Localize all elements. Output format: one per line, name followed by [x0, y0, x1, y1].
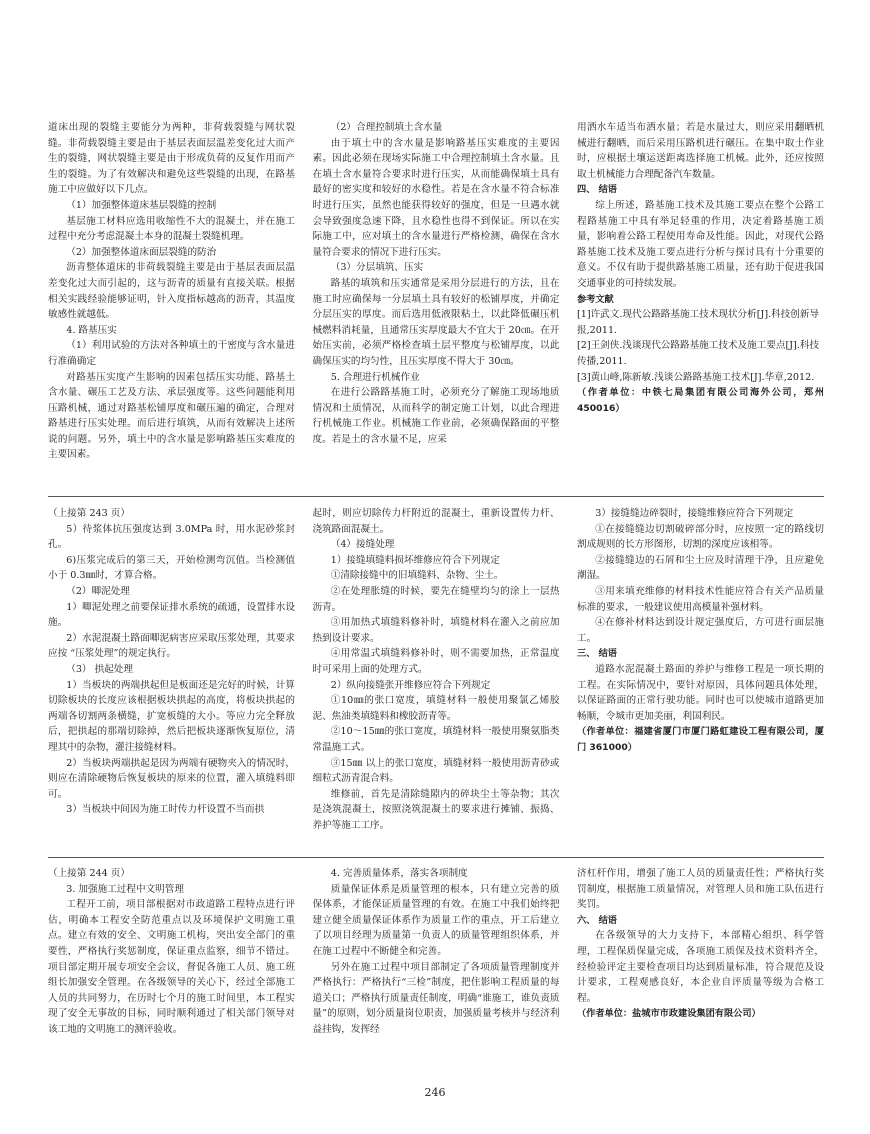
paragraph: ④在修补材料达到设计规定强度后，方可进行面层施工。: [577, 617, 824, 644]
paragraph: （上接第 244 页）: [48, 868, 130, 879]
paragraph: 在各级领导的大力支持下，本部精心组织、科学管理，工程保质保量完成，各项施工质保及技术资料齐全，经检验评定主要检查项目均达到质量标准，符合规范及设计要求，工程观感良好，本企业自评质量等级为合格工程。: [577, 930, 824, 1004]
bold-heading: 六、 结语: [577, 914, 617, 926]
bold-heading: 四、 结语: [577, 184, 617, 196]
paragraph: ①在接缝缝边切割破碎部分时，应按照一定的路线切割成规则的长方形图形，切割的深度应该相等。: [577, 523, 824, 551]
text-column: [577, 506, 824, 833]
paragraph: 2）纵向接缝张开维修应符合下列规定: [330, 679, 491, 691]
paragraph: ③15㎜ 以上的张口宽度，填缝材料一般使用沥青砂或细粒式沥青混合料。: [312, 757, 560, 785]
paragraph: 基层施工材料应选用收缩性不大的混凝土，并在施工过程中充分考虑混凝土本身的混凝土裂缝机理。: [48, 215, 295, 243]
text-column: [313, 506, 560, 833]
page-number: 246: [424, 1086, 446, 1099]
reference-entry: [3]黄山峰,陈新敏.浅谈公路路基施工技术[J].华章,2012.: [577, 371, 815, 383]
paragraph: 起时，则应切除传力杆附近的混凝土，重新设置传力杆、浇筑路面混凝土。: [312, 508, 560, 535]
paragraph: 3）接缝缝边碎裂时，接缝维修应符合下列规定: [595, 508, 794, 519]
paragraph: 1）接缝填缝料损坏维修应符合下列规定: [330, 554, 500, 566]
paragraph: 3）当板块中间因为施工时传力杆设置不当而拱: [66, 804, 265, 816]
paragraph: 质量保证体系是质量管理的根本，只有建立完善的质保体系，才能保证质量管理的有效。在施工中我们始终把建立健全质量保证体系作为质量工作的重点，开工后建立了以项目经理为质量第一负责人的质量管理组织体系，并在施工过程中不断健全和完善。: [312, 883, 560, 957]
paragraph: ③用加热式填缝料修补时，填缝材料在灌入之前应加热到设计要求。: [312, 617, 560, 644]
paragraph: 1）当板块的两端拱起但是板面还是完好的时候，计算切除板块的长度应该根据板块拱起的高度，将板块拱起的两端各切割两条横缝，扩宽板缝的大小。等应力完全释放后，把拱起的那端切除掉，然后把板块逐渐恢复原位，清理其中的杂物，灌注接缝材料。: [48, 679, 295, 753]
text-column: [48, 866, 295, 1038]
subheading: （2）合理控制填土含水量: [330, 122, 443, 133]
subheading: （3） 拱起处理: [66, 663, 133, 675]
paragraph: 沥青整体道床的非荷载裂缝主要是由于基层表面层温差变化过大而引起的，这与沥青的质量有直接关联。根据相关实践经验能够证明，针入度指标越高的沥青，其温度敏感性就越低。: [48, 262, 295, 321]
paragraph: （上接第 243 页）: [48, 508, 130, 519]
article-section-2: [48, 506, 824, 833]
paragraph: 1）唧泥处理之前要保证排水系统的疏通，设置排水设施。: [48, 601, 295, 629]
paragraph: 对路基压实度产生影响的因素包括压实功能、路基土含水量、碾压工艺及方法、承层强度等。这些问题能利用压路机械，通过对路基松铺厚度和碾压遍的确定，合理对路基进行压实处理。而后进行填筑，从而有效解决上述所说的问题。另外，填土中的含水量是影响路基压实难度的主要因素。: [48, 371, 295, 461]
paragraph: 6)压浆完成后的第三天，开始检测弯沉值。当检测值小于 0.3㎜时，才算合格。: [48, 554, 295, 582]
paragraph: 2）当板块两端拱起是因为两端有硬物夹入的情况时，则应在清除硬物后恢复板块的原来的位置，灌入填缝料即可。: [48, 757, 295, 800]
paragraph: 综上所述，路基施工技术及其施工要点在整个公路工程路基施工中具有举足轻重的作用，决定着路基施工质量，影响着公路工程使用寿命及性能。因此，对现代公路路基施工技术及施工要点进行分析与探讨具有十分重要的意义。不仅有助于提供路基施工质量，还有助于促进我国交通事业的可持续发展。: [577, 199, 824, 289]
paragraph: 道路水泥混凝土路面的养护与维修工程是一项长期的工程。在实际情况中，要针对原因，具体问题具体处理，以保证路面的正常行驶功能。同时也可以使城市道路更加畅顺，令城市更加美丽，利国利民。: [577, 663, 824, 722]
reference-entry: [1]许武文.现代公路路基施工技术现状分析[J].科技创新导报,2011.: [577, 309, 820, 336]
paragraph: 用洒水车适当布洒水量；若是水量过大，则应采用翻晒机械进行翻晒，而后采用压路机进行碾压。在集中取土作业时，应根据土壤运送距离选择施工机械。此外，还应按照取土机械能力合理配备汽车数量。: [577, 122, 824, 180]
paragraph: 另外在施工过程中项目部制定了各项质量管理制度并严格执行：严格执行“三检”制度，把住影响工程质量的每道关口；严格执行质量责任制度，明确“谁施工，谁负责质量”的原则，划分质量岗位职责，加强质量考核并与经济利益挂钩，发挥经: [312, 961, 560, 1035]
bold-heading: （作者单位：盐城市市政建设集团有限公司）: [577, 1008, 761, 1020]
text-column: [577, 866, 824, 1038]
bold-heading: （作者单位：福建省厦门市厦门路虹建设工程有限公司，厦门 361000）: [577, 726, 824, 753]
text-column: [48, 120, 295, 463]
paragraph: ④用常温式填缝料修补时，则不需要加热，正常温度时可采用上面的处理方式。: [312, 648, 560, 675]
reference-entry: [2]王剑侠.浅谈现代公路路基施工技术及施工要点[J].科技传播,2011.: [577, 340, 820, 367]
subheading: （1）加强整体道床基层裂缝的控制: [66, 199, 217, 211]
paragraph: ①清除接缝中的旧填缝料、杂物、尘土。: [330, 570, 504, 582]
subheading: （2）唧泥处理: [66, 585, 130, 597]
text-column: [577, 120, 824, 463]
paragraph: 济杠杆作用，增强了施工人员的质量责任性；严格执行奖罚制度，根据施工质量情况，对管理人员和施工队伍进行奖罚。: [577, 868, 824, 911]
section-divider: [48, 857, 824, 858]
text-column: [313, 866, 560, 1038]
text-column: [48, 506, 295, 833]
paragraph: 维修前，首先是清除缝隙内的碎块尘土等杂物；其次是浇筑混凝土，按照浇筑混凝土的要求进行摊铺、振捣、养护等施工工序。: [312, 788, 560, 831]
paragraph: 工程开工前，项目部根据对市政道路工程特点进行评估，明确本工程安全防范重点以及环境保护文明施工重点。建立有效的安全、文明施工机构，突出安全部门的重要性，严格执行奖惩制度，保证重点监察，细节不错过。项目部定期开展专项安全会议，督促各施工人员、施工班组长加强安全管理。在各级领导的关心下，经过全部施工人员的共同努力，在历时七个月的施工时间里，本工程实现了安全无事故的目标，同时顺利通过了相关部门领导对该工地的文明施工的测评验收。: [48, 899, 295, 1035]
paragraph: 由于填土中的含水量是影响路基压实难度的主要因素。因此必须在现场实际施工中合理控制填土含水量。且在填土含水量符合要求时进行压实，从而能确保填土具有最好的密实度和较好的水稳性。若是在含水量不符合标准时进行压实，虽然也能获得较好的强度，但是一旦遇水就会导致强度急速下降，且水稳性也得不到保证。所以在实际施工中，应对填土的含水量进行严格检测，确保在含水量符合要求的情况下进行压实。: [312, 137, 560, 258]
paragraph: ②10～15㎜的张口宽度，填缝材料一般使用聚氨脂类常温施工式。: [312, 726, 560, 753]
subheading: （2）加强整体道床面层裂缝的防治: [66, 246, 217, 258]
subheading: 5. 合理进行机械作业: [330, 371, 420, 383]
subheading: 4. 路基压实: [66, 324, 117, 336]
bold-heading: （作者单位：中铁七局集团有限公司海外公司，郑州 450016）: [577, 387, 824, 414]
paragraph: ①10㎜的张口宽度，填缝材料一般使用聚氯乙烯胶泥、焦油类填缝料和橡胶沥青等。: [312, 695, 560, 722]
article-section-1: [48, 120, 824, 463]
paragraph: ②在处理胀缝的时候，要先在缝壁均匀的涂上一层热沥青。: [312, 585, 560, 613]
subheading: 4. 完善质量体系，落实各项制度: [330, 868, 468, 879]
paragraph: 道床出现的裂缝主要能分为两种，非荷载裂缝与网状裂缝。非荷载裂缝主要是由于基层表面层温差变化过大而产生的裂缝，网状裂缝主要是由于形成负荷的反复作用而产生的裂缝。为了有效解决和避免这些裂缝的出现，在路基施工中应做好以下几点。: [48, 122, 295, 196]
text-column: [313, 120, 560, 463]
subheading: （4）接缝处理: [330, 539, 395, 551]
paragraph: 路基的填筑和压实通常是采用分层进行的方法，且在施工时应确保每一分层填土具有较好的松铺厚度，并确定分层压实的厚度。而后选用低液限粘土，以此降低碾压机械燃料消耗量，且通常压实厚度最大不宜大于 20㎝。在开始压实前，必须严格检查填土层平整度与松铺厚度，以此确保压实的均匀性，且压实厚度不得大于 30㎝。: [312, 277, 560, 367]
bold-heading: 参考文献: [577, 293, 614, 305]
subheading: 3. 加强施工过程中文明管理: [66, 883, 184, 895]
paragraph: 在进行公路路基施工时，必须充分了解施工现场地质情况和土质情况，从而科学的制定施工计划，以此合理进行机械施工作业。机械施工作业前，必须确保路面的平整度。若是土的含水量不足，应采: [312, 387, 560, 445]
subheading: （3）分层填筑、压实: [330, 262, 424, 274]
paragraph: 2）水泥混凝土路面唧泥病害应采取压浆处理，其要求应按 “压浆处理”的规定执行。: [48, 632, 295, 660]
paragraph: （1）利用试验的方法对各种填土的干密度与含水量进行准确确定: [48, 340, 295, 367]
paragraph: 5）待浆体抗压强度达到 3.0MPa 时，用水泥砂浆封孔。: [48, 523, 295, 551]
section-divider: [48, 496, 824, 497]
paragraph: ③用来填充维修的材料技术性能应符合有关产品质量标准的要求，一般建议使用高模量补强材料。: [577, 585, 824, 613]
article-section-3: [48, 866, 824, 1038]
bold-heading: 三、 结语: [577, 648, 617, 660]
paragraph: ②接缝缝边的石屑和尘土应及时清理干净，且应避免潮湿。: [577, 554, 824, 582]
